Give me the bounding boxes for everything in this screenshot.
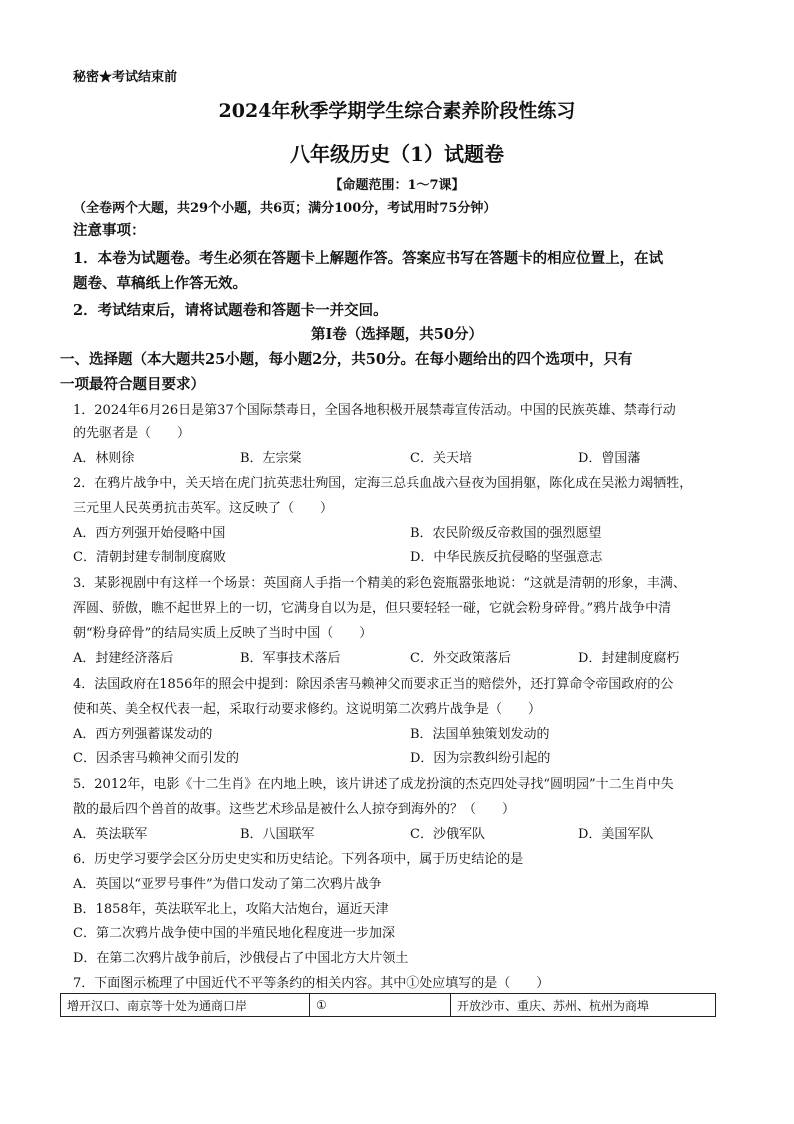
exam-scope: 【命题范围：1～7课】 — [329, 178, 465, 193]
q4-option-b: B．法国单独策划发动的 — [410, 727, 550, 742]
q3-option-a: A．封建经济落后 — [73, 651, 174, 666]
q6-option-d: D．在第二次鸦片战争前后，沙俄侵占了中国北方大片领土 — [73, 951, 409, 966]
q2-option-a: A．西方列强开始侵略中国 — [73, 526, 226, 541]
q2-option-b: B．农民阶级反帝救国的强烈愿望 — [410, 526, 602, 541]
note-2: 2．考试结束后，请将试题卷和答题卡一并交回。 — [73, 302, 388, 319]
q5-option-c: C．沙俄军队 — [410, 827, 485, 842]
section-heading-line-2: 一项最符合题目要求） — [60, 376, 205, 393]
q7-cell-3: 开放沙市、重庆、苏州、杭州为商埠 — [451, 994, 716, 1017]
secret-label: 秘密★考试结束前 — [73, 70, 178, 85]
q2-stem-line-2: 三元里人民英勇抗击英军。这反映了（ ） — [73, 501, 334, 516]
q5-option-d: D．美国军队 — [578, 827, 654, 842]
exam-title: 2024年秋季学期学生综合素养阶段性练习 — [218, 100, 576, 122]
q3-stem-line-3: 朝“粉身碎骨”的结局实质上反映了当时中国（ ） — [73, 626, 373, 641]
section-heading-line-1: 一、选择题（本大题共25小题，每小题2分，共50分。在每小题给出的四个选项中，只有 — [60, 351, 633, 368]
q6-stem-line-1: 6．历史学习要学会区分历史史实和历史结论。下列各项中，属于历史结论的是 — [73, 852, 524, 867]
note-1-line-2: 题卷、草稿纸上作答无效。 — [73, 275, 247, 292]
q6-option-a: A．英国以“亚罗号事件”为借口发动了第二次鸦片战争 — [73, 877, 382, 892]
q2-stem-line-1: 2．在鸦片战争中，关天培在虎门抗英悲壮殉国，定海三总兵血战六昼夜为国捐躯，陈化成在吴淞力竭牺牲， — [73, 476, 693, 491]
q5-stem-line-2: 散的最后四个兽首的故事。这些艺术珍品是被什么人掠夺到海外的？（ ） — [73, 802, 516, 817]
q7-stem-line-1: 7．下面图示梳理了中国近代不平等条约的相关内容。其中①处应填写的是（ ） — [73, 976, 550, 991]
part-heading: 第Ⅰ卷（选择题，共50分） — [311, 326, 483, 343]
q4-stem-line-1: 4．法国政府在1856年的照会中提到：除因杀害马赖神父而要求正当的赔偿外，还打算命令帝国政府的公 — [73, 677, 674, 692]
q3-option-c: C．外交政策落后 — [410, 651, 511, 666]
q4-option-c: C．因杀害马赖神父而引发的 — [73, 751, 239, 766]
q4-stem-line-2: 使和英、美全权代表一起，采取行动要求修约。这说明第二次鸦片战争是（ ） — [73, 702, 542, 717]
q1-option-d: D．曾国藩 — [578, 451, 641, 466]
q3-option-b: B．军事技术落后 — [240, 651, 341, 666]
note-1-line-1: 1．本卷为试题卷。考生必须在答题卡上解题作答。答案应书写在答题卡的相应位置上，在试 — [73, 250, 664, 267]
table-row — [61, 994, 716, 1017]
q1-option-a: A．林则徐 — [73, 451, 135, 466]
q2-option-d: D．中华民族反抗侵略的坚强意志 — [410, 550, 603, 565]
q1-option-b: B．左宗棠 — [240, 451, 302, 466]
notes-heading: 注意事项： — [73, 222, 146, 239]
q6-option-c: C．第二次鸦片战争使中国的半殖民地化程度进一步加深 — [73, 926, 395, 941]
q1-stem-line-1: 1．2024年6月26日是第37个国际禁毒日，全国各地积极开展禁毒宣传活动。中国的民族英雄、禁毒行动 — [73, 403, 676, 418]
q5-stem-line-1: 5．2012年，电影《十二生肖》在内地上映，该片讲述了成龙扮演的杰克四处寻找“圆明园”十二生肖中失 — [73, 777, 674, 792]
q3-option-d: D．封建制度腐朽 — [578, 651, 680, 666]
q4-option-d: D．因为宗教纠纷引起的 — [410, 751, 551, 766]
q1-option-c: C．关天培 — [410, 451, 472, 466]
q4-option-a: A．西方列强蓄谋发动的 — [73, 727, 213, 742]
q7-diagram-table — [60, 993, 716, 1017]
q3-stem-line-2: 浑圆、骄傲，瞧不起世界上的一切，它满身自以为是，但只要轻轻一碰，它就会粉身碎骨。”鸦片战争中清 — [73, 601, 672, 616]
q5-option-b: B．八国联军 — [240, 827, 315, 842]
q7-cell-1: 增开汉口、南京等十处为通商口岸 — [61, 994, 310, 1017]
q2-option-c: C．清朝封建专制制度腐败 — [73, 550, 226, 565]
q3-stem-line-1: 3．某影视剧中有这样一个场景：英国商人手指一个精美的彩色瓷瓶嚣张地说：“这就是清朝的形象，丰满、 — [73, 576, 686, 591]
q1-stem-line-2: 的先驱者是（ ） — [73, 426, 191, 441]
q7-cell-2: ① — [310, 994, 451, 1017]
exam-subtitle: 八年级历史（1）试题卷 — [290, 142, 504, 166]
exam-info: （全卷两个大题，共29个小题，共6页；满分100分，考试用时75分钟） — [73, 201, 497, 216]
q5-option-a: A．英法联军 — [73, 827, 148, 842]
q6-option-b: B．1858年，英法联军北上，攻陷大沽炮台，逼近天津 — [73, 902, 389, 917]
